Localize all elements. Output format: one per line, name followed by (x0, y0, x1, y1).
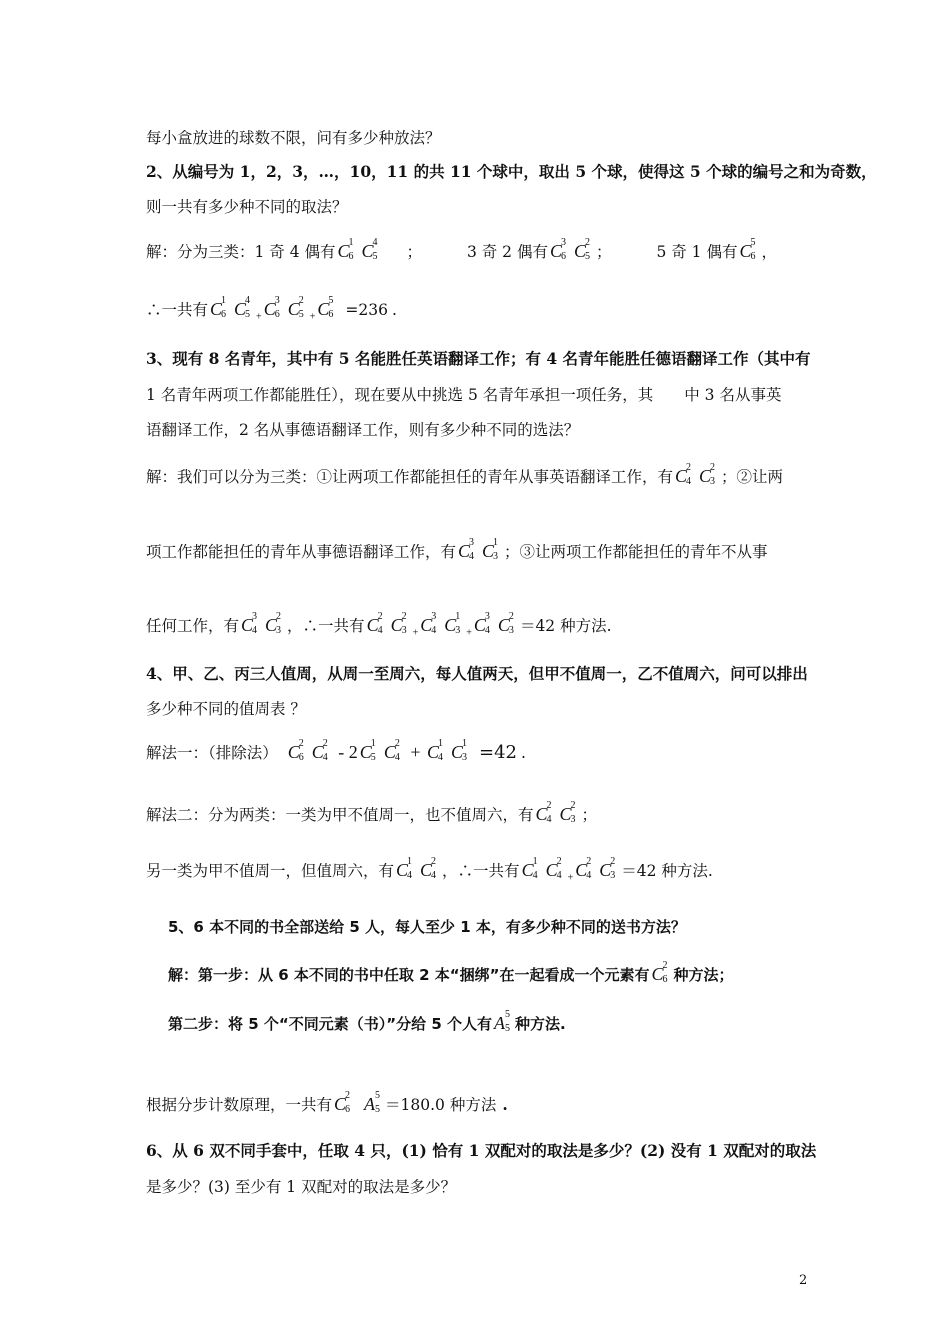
math-expression: C 1 6 C 4 5 (337, 237, 378, 262)
math-expression: C 5 6 (739, 237, 756, 262)
problem-6-text: 是多少？(3) 至少有 1 双配对的取法是多少？ (146, 1178, 457, 1196)
problem-2-text: 则一共有多少种不同的取法？ (146, 198, 348, 216)
math-expression: C 2 6 C 2 4 - 2 C 1 5 C 2 4 + C 1 4 C 1 3 (287, 738, 467, 763)
problem-3-solution: 解：我们可以分为三类：①让两项工作都能担任的青年从事英语翻译工作，有 C 2 4 C 2 3 ；②让两 (146, 462, 784, 487)
problem-3-solution: 项工作都能担任的青年从事德语翻译工作，有 C 3 4 C 1 3 ；③让两项工作都能担任的青年不从事 (146, 537, 768, 562)
math-expression: C 3 6 C 2 5 (549, 237, 590, 262)
math-expression: C 1 4 C 2 4 (396, 856, 437, 881)
math-expression: C 1 6 C 4 5 $_+$ C 3 6 C 2 5 $_+$ C 5 6 (210, 295, 334, 323)
problem-2-total: ∴一共有 C 1 6 C 4 5 $_+$ C 3 6 C 2 5 $_+$ C 5 6 =236 . (146, 295, 397, 323)
problem-5-solution: 第二步：将 5 个“不同元素（书）”分给 5 个人有 A 5 5 种方法. (168, 1009, 566, 1034)
math-expression: C 1 4 C 2 4 $_+$ C 2 4 C 2 3 (521, 856, 616, 884)
problem-3-text: 1 名青年两项工作都能胜任），现在要从中挑选 5 名青年承担一项任务，其 中 3 名从事英 (146, 386, 782, 404)
problem-4-text: 4、甲、乙、丙三人值周，从周一至周六，每人值两天，但甲不值周一，乙不值周六，问可以排出 (146, 664, 808, 683)
problem-3-text: 语翻译工作，2 名从事德语翻译工作，则有多少种不同的选法？ (146, 421, 580, 439)
problem-4-solution-2: 解法二：分为两类：一类为甲不值周一，也不值周六，有 C 2 4 C 2 3 ； (146, 800, 598, 825)
problem-5-text: 5、6 本不同的书全部送给 5 人，每人至少 1 本，有多少种不同的送书方法？ (168, 918, 686, 936)
problem-5-solution: 解：第一步：从 6 本不同的书中任取 2 本“捆绑”在一起看成一个元素有 C 2 6 种方法； (168, 960, 734, 985)
problem-6-text: 6、从 6 双不同手套中，任取 4 只，(1) 恰有 1 双配对的取法是多少？(2) 没有 1 双配对的取法 (146, 1141, 817, 1160)
problem-3-solution: 任何工作，有 C 3 4 C 2 3 ，∴一共有 C 2 4 C 2 3 $_+$ C 3 4 C 1 3 $_+$ C 3 4 C 2 3 ＝42 种方法. (146, 611, 612, 639)
math-expression: C 2 6 A 5 5 (334, 1090, 381, 1115)
math-expression: C 2 4 C 2 3 (535, 800, 576, 825)
problem-2-text: 2、从编号为 1，2，3，…，10，11 的共 11 个球中，取出 5 个球，使得这 5 个球的编号之和为奇数， (146, 162, 877, 181)
math-expression: A 5 5 (493, 1009, 510, 1034)
problem-5-total: 根据分步计数原理，一共有 C 2 6 A 5 5 ＝180.0 种方法 . (146, 1090, 508, 1115)
math-expression: C 3 4 C 2 3 (241, 611, 282, 636)
problem-2-solution: 解：分为三类：1 奇 4 偶有 C 1 6 C 4 5 ； 3 奇 2 偶有 C 3 6 C 2 5 ； 5 奇 1 偶有 C 5 6 ， (146, 237, 777, 262)
page-number: 2 (799, 1273, 808, 1288)
math-expression: C 2 6 (651, 960, 668, 985)
problem-4-solution-1: 解法一：（排除法） C 2 6 C 2 4 - 2 C 1 5 C 2 4 + C 1 4 C 1 3 =42 . (146, 738, 526, 763)
math-expression: C 2 4 C 2 3 $_+$ C 3 4 C 1 3 $_+$ C 3 4 C 2 3 (366, 611, 514, 639)
math-expression: C 3 4 C 1 3 (458, 537, 499, 562)
math-expression: C 2 4 C 2 3 (675, 462, 716, 487)
problem-3-text: 3、现有 8 名青年，其中有 5 名能胜任英语翻译工作；有 4 名青年能胜任德语翻译工作（其中有 (146, 349, 811, 368)
problem-4-text: 多少种不同的值周表 ？ (146, 700, 306, 718)
problem-4-solution-2: 另一类为甲不值周一，但值周六，有 C 1 4 C 2 4 ，∴一共有 C 1 4 C 2 4 $_+$ C 2 4 C 2 3 ＝42 种方法. (146, 856, 713, 884)
text-line: 每小盒放进的球数不限，问有多少种放法？ (146, 129, 441, 147)
